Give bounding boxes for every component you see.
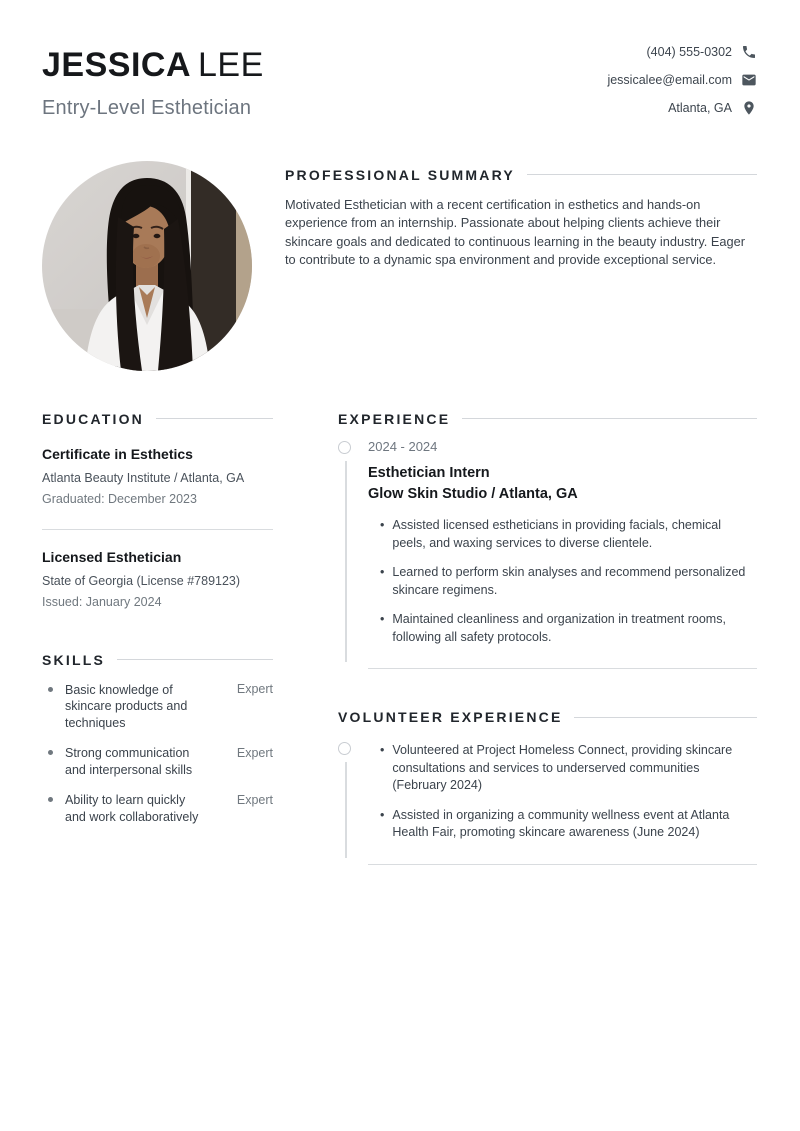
envelope-icon — [741, 72, 757, 88]
bullet-text: Assisted in organizing a community wellness event at Atlanta Health Fair, promoting skincare awareness (June 2024) — [392, 807, 730, 840]
volunteer-bullets — [368, 742, 757, 842]
first-name: JESSICA — [42, 46, 191, 84]
volunteer-heading-label: VOLUNTEER EXPERIENCE — [338, 709, 563, 726]
bullet-dot: • — [380, 518, 385, 533]
skill-name: Basic knowledge of skincare products and techniques — [65, 682, 188, 730]
education-title: Certificate in Esthetics — [42, 445, 193, 462]
heading-rule — [527, 174, 757, 175]
experience-title: Esthetician Intern — [368, 464, 490, 481]
education-institution: State of Georgia (License #789123) — [42, 573, 241, 588]
bullet-item — [368, 517, 757, 552]
timeline-marker — [338, 441, 351, 454]
bullet-dot — [48, 797, 53, 802]
skill-item — [42, 682, 273, 732]
contact-email — [607, 72, 757, 88]
divider — [42, 529, 273, 530]
bullet-dot: • — [380, 807, 385, 822]
right-column — [338, 411, 757, 865]
education-item — [42, 549, 273, 609]
skills-heading-label: SKILLS — [42, 651, 105, 668]
summary-heading — [285, 167, 757, 183]
bullet-text: Learned to perform skin analyses and recommend personalized skincare regimens. — [392, 565, 746, 597]
skill-name: Strong communication and interpersonal skills — [65, 746, 193, 777]
timeline-marker — [338, 742, 351, 755]
job-title: Entry-Level Esthetician — [42, 96, 252, 119]
phone-icon — [741, 44, 757, 60]
divider — [368, 864, 757, 865]
bullet-item — [368, 611, 757, 646]
experience-heading — [338, 411, 757, 427]
experience-dates: 2024 - 2024 — [368, 438, 438, 454]
education-item — [42, 446, 273, 506]
education-title: Licensed Esthetician — [42, 548, 182, 565]
location-pin-icon — [741, 100, 757, 116]
heading-rule — [117, 659, 273, 660]
experience-company: Glow Skin Studio / Atlanta, GA — [368, 486, 578, 503]
bullet-item — [368, 742, 757, 795]
profile-photo-illustration — [42, 161, 252, 371]
summary-heading-label: PROFESSIONAL SUMMARY — [285, 166, 515, 183]
divider — [368, 668, 757, 669]
volunteer-entry — [338, 742, 757, 858]
heading-rule — [156, 418, 273, 419]
profile-photo — [42, 161, 252, 371]
professional-summary-section — [285, 161, 757, 371]
bullet-dot: • — [380, 743, 385, 758]
bullet-text: Volunteered at Project Homeless Connect, providing skincare consultations and services to underserved communities (February 2024) — [392, 743, 733, 793]
heading-rule — [574, 717, 757, 718]
bullet-dot — [48, 687, 53, 692]
education-date: Issued: January 2024 — [42, 594, 162, 609]
education-heading — [42, 411, 273, 427]
education-date: Graduated: December 2023 — [42, 491, 197, 506]
person-name — [42, 42, 264, 84]
contact-location — [607, 100, 757, 116]
contact-info — [607, 42, 757, 116]
skill-level: Expert — [236, 792, 273, 807]
last-name: LEE — [198, 46, 264, 84]
bullet-text: Maintained cleanliness and organization in treatment rooms, following all safety protocols. — [392, 612, 726, 644]
skill-item — [42, 745, 273, 778]
education-heading-label: EDUCATION — [42, 410, 144, 427]
volunteer-section — [338, 709, 757, 865]
bullet-dot — [48, 750, 53, 755]
bullet-dot: • — [380, 612, 385, 627]
summary-text: Motivated Esthetician with a recent certification in esthetics and hands-on experience from an internship. Passionate about helping clients achieve their skincare goals and dedicated to continuous learning in the beauty industry. Eager to contribute to a dynamic spa environment and provide exceptional service. — [285, 196, 746, 267]
skills-heading — [42, 652, 273, 668]
experience-section — [338, 411, 757, 670]
experience-bullets — [368, 517, 757, 646]
skill-level: Expert — [236, 682, 273, 697]
bullet-text: Assisted licensed estheticians in providing facials, chemical peels, and waxing services to diverse clientele. — [392, 518, 722, 550]
skill-item — [42, 792, 273, 825]
skills-section — [42, 652, 273, 826]
timeline-line — [345, 762, 347, 858]
skill-level: Expert — [236, 745, 273, 760]
education-institution: Atlanta Beauty Institute / Atlanta, GA — [42, 470, 245, 485]
location-text: Atlanta, GA — [668, 101, 732, 115]
volunteer-heading — [338, 709, 757, 725]
bullet-item — [368, 564, 757, 599]
timeline-line — [345, 461, 347, 663]
experience-entry — [338, 439, 757, 663]
email-address: jessicalee@email.com — [607, 73, 732, 87]
skill-name: Ability to learn quickly and work collaboratively — [65, 793, 199, 824]
left-column — [42, 411, 273, 865]
header — [42, 42, 757, 120]
bullet-dot: • — [380, 565, 385, 580]
experience-heading-label: EXPERIENCE — [338, 410, 451, 427]
education-section — [42, 411, 273, 609]
phone-number: (404) 555-0302 — [646, 45, 732, 59]
contact-phone — [607, 44, 757, 60]
bullet-item — [368, 807, 757, 842]
heading-rule — [462, 418, 757, 419]
